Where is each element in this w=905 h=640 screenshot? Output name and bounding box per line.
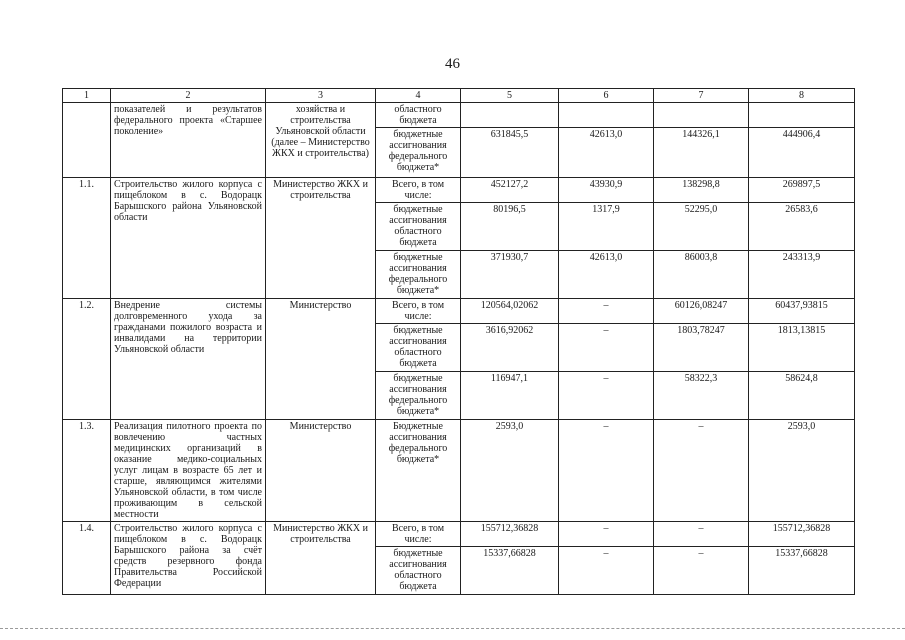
value-col6: –: [559, 547, 654, 595]
funding-source: бюджетные ассигнования федерального бюджета*: [376, 372, 461, 420]
value-col5: 116947,1: [461, 372, 559, 420]
value-col7: 144326,1: [654, 128, 749, 178]
executor: Министерство ЖКХ и строительства: [266, 178, 376, 299]
value-col6: –: [559, 522, 654, 547]
measure-name: Внедрение системы долговременного ухода за гражданами пожилого возраста и инвалидами на территории Ульяновской области: [111, 299, 266, 420]
funding-source: бюджетные ассигнования областного бюджета: [376, 547, 461, 595]
value-col6: [559, 103, 654, 128]
value-col7: 60126,08247: [654, 299, 749, 324]
value-col5: 15337,66828: [461, 547, 559, 595]
value-col5: 3616,92062: [461, 324, 559, 372]
row-number: 1.3.: [63, 420, 111, 522]
column-header: 3: [266, 89, 376, 103]
table-row: [63, 420, 855, 522]
measure-name: Строительство жилого корпуса с пищеблоком в с. Водорацк Барышского района Ульяновской области: [111, 178, 266, 299]
value-col8: 2593,0: [749, 420, 855, 522]
column-header: 8: [749, 89, 855, 103]
value-col7: 58322,3: [654, 372, 749, 420]
value-col6: –: [559, 420, 654, 522]
funding-source: областного бюджета: [376, 103, 461, 128]
value-col8: 444906,4: [749, 128, 855, 178]
column-header: 2: [111, 89, 266, 103]
column-header-row: [63, 89, 855, 103]
value-col8: 15337,66828: [749, 547, 855, 595]
column-header: 1: [63, 89, 111, 103]
row-number: [63, 103, 111, 178]
value-col5: 120564,02062: [461, 299, 559, 324]
value-col6: –: [559, 324, 654, 372]
value-col8: 269897,5: [749, 178, 855, 203]
budget-table: [62, 88, 855, 595]
executor: Министерство ЖКХ и строительства: [266, 522, 376, 595]
value-col6: 42613,0: [559, 251, 654, 299]
table-row: [63, 103, 855, 128]
executor: Министерство: [266, 420, 376, 522]
row-number: 1.2.: [63, 299, 111, 420]
value-col5: 631845,5: [461, 128, 559, 178]
value-col7: –: [654, 420, 749, 522]
table-row: [63, 178, 855, 203]
value-col5: 155712,36828: [461, 522, 559, 547]
row-number: 1.4.: [63, 522, 111, 595]
row-number: 1.1.: [63, 178, 111, 299]
value-col5: 452127,2: [461, 178, 559, 203]
value-col8: [749, 103, 855, 128]
value-col5: 371930,7: [461, 251, 559, 299]
value-col7: 86003,8: [654, 251, 749, 299]
funding-source: бюджетные ассигнования федерального бюджета*: [376, 251, 461, 299]
funding-source: Всего, в том числе:: [376, 178, 461, 203]
value-col6: 42613,0: [559, 128, 654, 178]
value-col5: [461, 103, 559, 128]
funding-source: бюджетные ассигнования областного бюджета: [376, 203, 461, 251]
funding-source: Бюджетные ассигнования федерального бюджета*: [376, 420, 461, 522]
executor: хозяйства и строительства Ульяновской области (далее – Министерство ЖКХ и строительства): [266, 103, 376, 178]
value-col7: –: [654, 522, 749, 547]
value-col6: –: [559, 299, 654, 324]
value-col5: 2593,0: [461, 420, 559, 522]
measure-name: Строительство жилого корпуса с пищеблоком в с. Водорацк Барышского района за счёт средств резервного фонда Правительства Российской Федерации: [111, 522, 266, 595]
value-col8: 26583,6: [749, 203, 855, 251]
value-col7: 52295,0: [654, 203, 749, 251]
scan-artifact-line: [0, 628, 905, 629]
page-number: 46: [445, 56, 460, 72]
value-col7: 1803,78247: [654, 324, 749, 372]
value-col6: –: [559, 372, 654, 420]
funding-source: Всего, в том числе:: [376, 522, 461, 547]
value-col8: 58624,8: [749, 372, 855, 420]
measure-name: показателей и результатов федерального проекта «Старшее поколение»: [111, 103, 266, 178]
executor: Министерство: [266, 299, 376, 420]
value-col6: 43930,9: [559, 178, 654, 203]
value-col7: 138298,8: [654, 178, 749, 203]
column-header: 6: [559, 89, 654, 103]
table-row: [63, 522, 855, 547]
table-row: [63, 299, 855, 324]
value-col5: 80196,5: [461, 203, 559, 251]
measure-name: Реализация пилотного проекта по вовлечению частных медицинских организаций в оказание медико-социальных услуг лицам в возрасте 65 лет и старше, являющимся жителями Ульяновской области, в том числе проживающим в сельской местности: [111, 420, 266, 522]
value-col8: 1813,13815: [749, 324, 855, 372]
value-col7: [654, 103, 749, 128]
column-header: 4: [376, 89, 461, 103]
value-col7: –: [654, 547, 749, 595]
column-header: 5: [461, 89, 559, 103]
value-col8: 243313,9: [749, 251, 855, 299]
value-col6: 1317,9: [559, 203, 654, 251]
value-col8: 155712,36828: [749, 522, 855, 547]
funding-source: Всего, в том числе:: [376, 299, 461, 324]
column-header: 7: [654, 89, 749, 103]
funding-source: бюджетные ассигнования областного бюджета: [376, 324, 461, 372]
value-col8: 60437,93815: [749, 299, 855, 324]
funding-source: бюджетные ассигнования федерального бюджета*: [376, 128, 461, 178]
